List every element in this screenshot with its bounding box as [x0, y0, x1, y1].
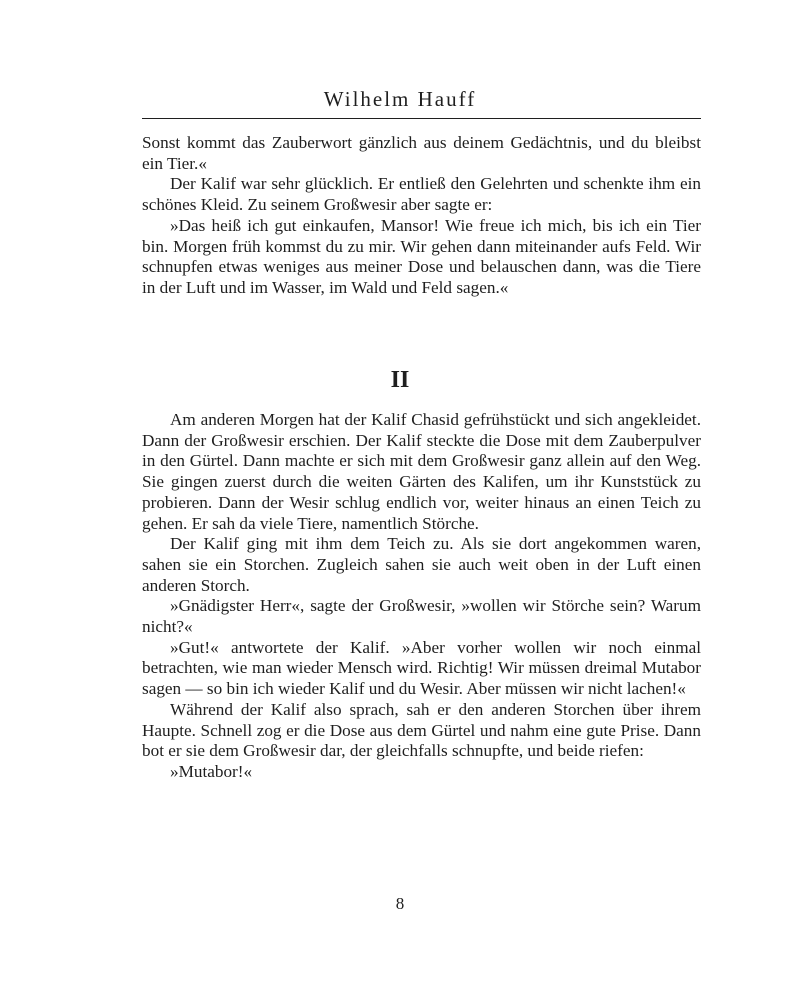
paragraph: »Das heiß ich gut einkaufen, Mansor! Wie freue ich mich, bis ich ein Tier bin. Morgen früh kommst du zu mir. Wir gehen dann miteinander aufs Feld. Wir schnupfen etwas weniges aus meiner Dose und belauschen dann, was die Tiere in der Luft und im Wasser, im Wald und Feld sagen.«: [142, 215, 701, 297]
text-block-top: [142, 133, 701, 299]
paragraph: Während der Kalif also sprach, sah er den anderen Storchen über ihrem Haupte. Schnell zog er die Dose aus dem Gürtel und nahm eine gute Prise. Dann bot er sie dem Großwesir dar, der gleichfalls schnupfte, und beide riefen:: [142, 699, 701, 761]
paragraph: »Gnädigster Herr«, sagte der Großwesir, »wollen wir Störche sein? Warum nicht?«: [142, 596, 701, 637]
paragraph: »Mutabor!«: [170, 761, 253, 781]
paragraph: Der Kalif war sehr glücklich. Er entließ den Gelehrten und schenkte ihm ein schönes Kleid. Zu seinem Großwesir aber sagte er:: [142, 174, 701, 215]
paragraph: »Gut!« antwortete der Kalif. »Aber vorher wollen wir noch einmal betrachten, wie man wieder Mensch wird. Richtig! Wir müssen dreimal Mutabor sagen — so bin ich wieder Kalif und du Wesir. Aber müssen wir nicht lachen!«: [142, 637, 701, 699]
chapter-number: II: [390, 367, 410, 393]
header-rule: [142, 118, 701, 119]
text-block-chapter-two: [142, 410, 701, 783]
paragraph: Der Kalif ging mit ihm dem Teich zu. Als sie dort angekommen waren, sahen sie ein Storchen. Zugleich sahen sie auch weit oben in der Luft einen anderen Storch.: [142, 534, 701, 595]
page-number: 8: [395, 894, 405, 913]
paragraph: Sonst kommt das Zauberwort gänzlich aus deinem Gedächtnis, und du bleibst ein Tier.«: [142, 133, 701, 173]
running-head-author: Wilhelm Hauff: [323, 87, 477, 111]
paragraph: Am anderen Morgen hat der Kalif Chasid gefrühstückt und sich angekleidet. Dann der Großwesir erschien. Der Kalif steckte die Dose mit dem Zauberpulver in den Gürtel. Dann machte er sich mit dem Großwesir ganz allein auf den Weg. Sie gingen zuerst durch die weiten Gärten des Kalifen, um ihr Kunststück zu probieren. Dann der Wesir schlug endlich vor, weiter hinaus an einen Teich zu gehen. Er sah da viele Tiere, namentlich Störche.: [142, 410, 701, 533]
